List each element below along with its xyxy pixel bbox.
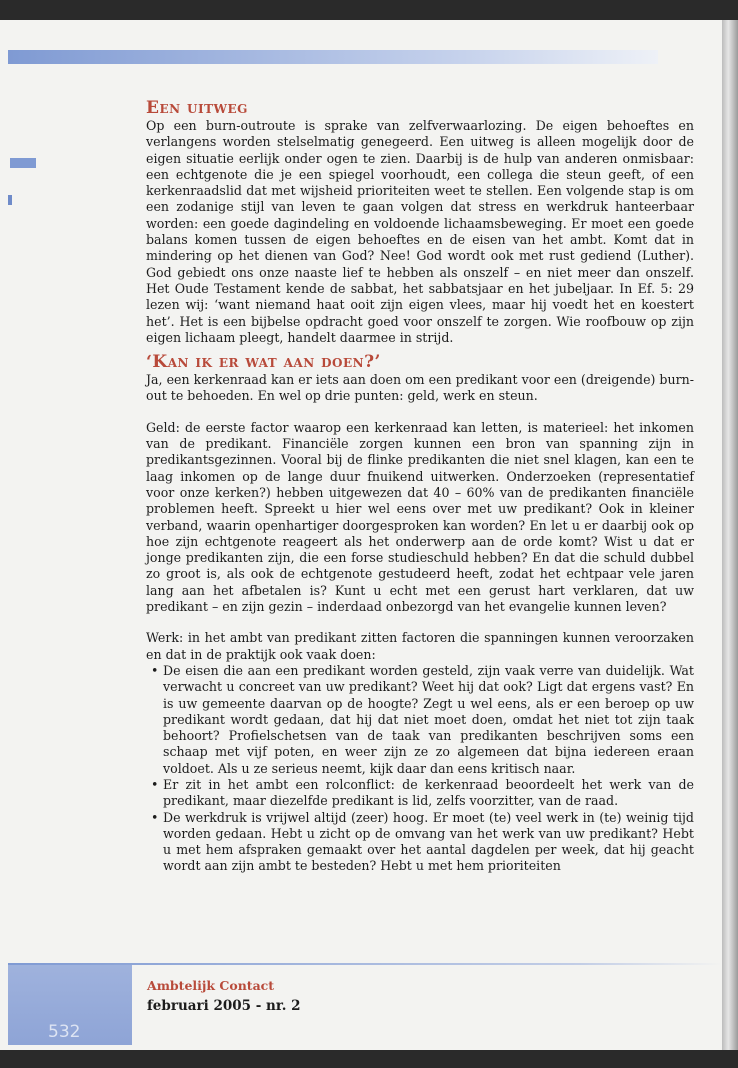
margin-marker (10, 158, 36, 168)
bullet-list (146, 663, 694, 875)
paragraph-geld: Geld: de eerste factor waarop een kerkenraad kan letten, is materieel: het inkomen van de predikant. Financiële zorgen kunnen een bron van spanning zijn in predikantsgezinnen. Vooral bij de flinke predikanten die niet snel klagen, kan een te laag inkomen op de lange duur fnuikend uitwerken. Onderzoeken (representatief voor onze kerken?) hebben uitgewezen dat 40 – 60% van de predikanten financiële problemen heeft. Spreekt u hier wel eens over met uw predikant? Ook in kleiner verband, waarin openhartiger doorgesproken kan worden? En let u er daarbij ook op hoe zijn echtgenote reageert als het onderwerp aan de orde komt? Wist u dat er jonge predikanten zijn, die een forse studieschuld hebben? En dat die schuld dubbel zo groot is, als ook de echtgenote gestudeerd heeft, zodat het echtpaar vele jaren lang aan het afbetalen is? Kunt u echt met een gerust hart verklaren, dat uw predikant – en zijn gezin – inderdaad onbezorgd van het evangelie kunnen leven? (146, 419, 694, 615)
section-heading-een-uitweg: Een uitweg (146, 98, 248, 118)
paragraph-een-uitweg: Op een burn-outroute is sprake van zelfverwaarlozing. De eigen behoeftes en verlangens worden stelselmatig genegeerd. Een uitweg is alleen mogelijk door de eigen situatie eerlijk onder ogen te zien. Daarbij is de hulp van anderen onmisbaar: een echtgenote die je een spiegel voorhoudt, een collega die steun geeft, of een kerkenraadslid dat met wijsheid prioriteiten weet te stellen. Een volgende stap is om een zodanige stijl van leven te gaan volgen dat stress en werkdruk hanteerbaar worden: een goede dagindeling en voldoende lichaamsbeweging. Er moet een goede balans komen tussen de eigen behoeftes en de eisen van het ambt. Komt dat in mindering op het dienen van God? Nee! God wordt ook met rust gediend (Luther). God gebiedt ons onze naaste lief te hebben als onszelf – en niet meer dan onszelf. Het Oude Testament kende de sabbat, het sabbatsjaar en het jubeljaar. In Ef. 5: 29 lezen wij: ‘want niemand haat ooit zijn eigen vlees, maar hij voedt het en koestert het’. Het is een bijbelse opdracht goed voor onszelf te zorgen. Wie roofbouw op zijn eigen lichaam pleegt, handelt daarmee in strijd. (146, 118, 694, 345)
list-item-text: De werkdruk is vrijwel altijd (zeer) hoog. Er moet (te) veel werk in (te) weinig tijd worden gedaan. Hebt u zicht op de omvang van het werk van uw predikant? Hebt u met hem afspraken gemaakt over het aantal dagdelen per week, dat hij geacht wordt aan zijn ambt te besteden? Hebt u met hem prioriteiten (163, 809, 694, 874)
paragraph-intro: Ja, een kerkenraad kan er iets aan doen om een predikant voor een (dreigende) burn-out te behoeden. En wel op drie punten: geld, werk en steun. (146, 372, 694, 404)
list-item-text: Er zit in het ambt een rolconflict: de kerkenraad beoordeelt het werk van de predikant, maar diezelfde predikant is lid, zelfs voorzitter, van de raad. (163, 776, 694, 809)
magazine-title: Ambtelijk Contact (147, 978, 275, 993)
margin-marker-small (8, 195, 12, 205)
top-color-bar (8, 50, 658, 64)
section-heading-kan-ik-er-wat-aan-doen: ‘Kan ik er wat aan doen?’ (146, 352, 381, 373)
list-item (146, 810, 694, 875)
magazine-issue: februari 2005 - nr. 2 (147, 998, 301, 1014)
book-spine (722, 20, 738, 1050)
list-item-text: De eisen die aan een predikant worden gesteld, zijn vaak verre van duidelijk. Wat verwacht u concreet van uw predikant? Weet hij dat ook? Ligt dat ergens vast? En is uw gemeente daarvan op de hoogte? Zegt u wel eens, als er een beroep op uw predikant wordt gedaan, dat hij dat niet moet doen, omdat het niet tot zijn taak behoort? Profielschetsen van de taak van predikanten beschrijven soms een schaap met vijf poten, en weer zijn ze zo algemeen dat bijna iedereen eraan voldoet. Als u ze serieus neemt, kijk daar dan eens kritisch naar. (163, 662, 694, 776)
bullet-icon: • (151, 662, 159, 678)
list-item (146, 777, 694, 810)
page-number: 532 (48, 1022, 81, 1042)
paragraph-werk: Werk: in het ambt van predikant zitten factoren die spanningen kunnen veroorzaken en dat in de praktijk ook vaak doen: (146, 630, 694, 662)
list-item (146, 663, 694, 777)
article-body (146, 98, 694, 875)
bullet-icon: • (151, 809, 159, 825)
bullet-icon: • (151, 776, 159, 792)
